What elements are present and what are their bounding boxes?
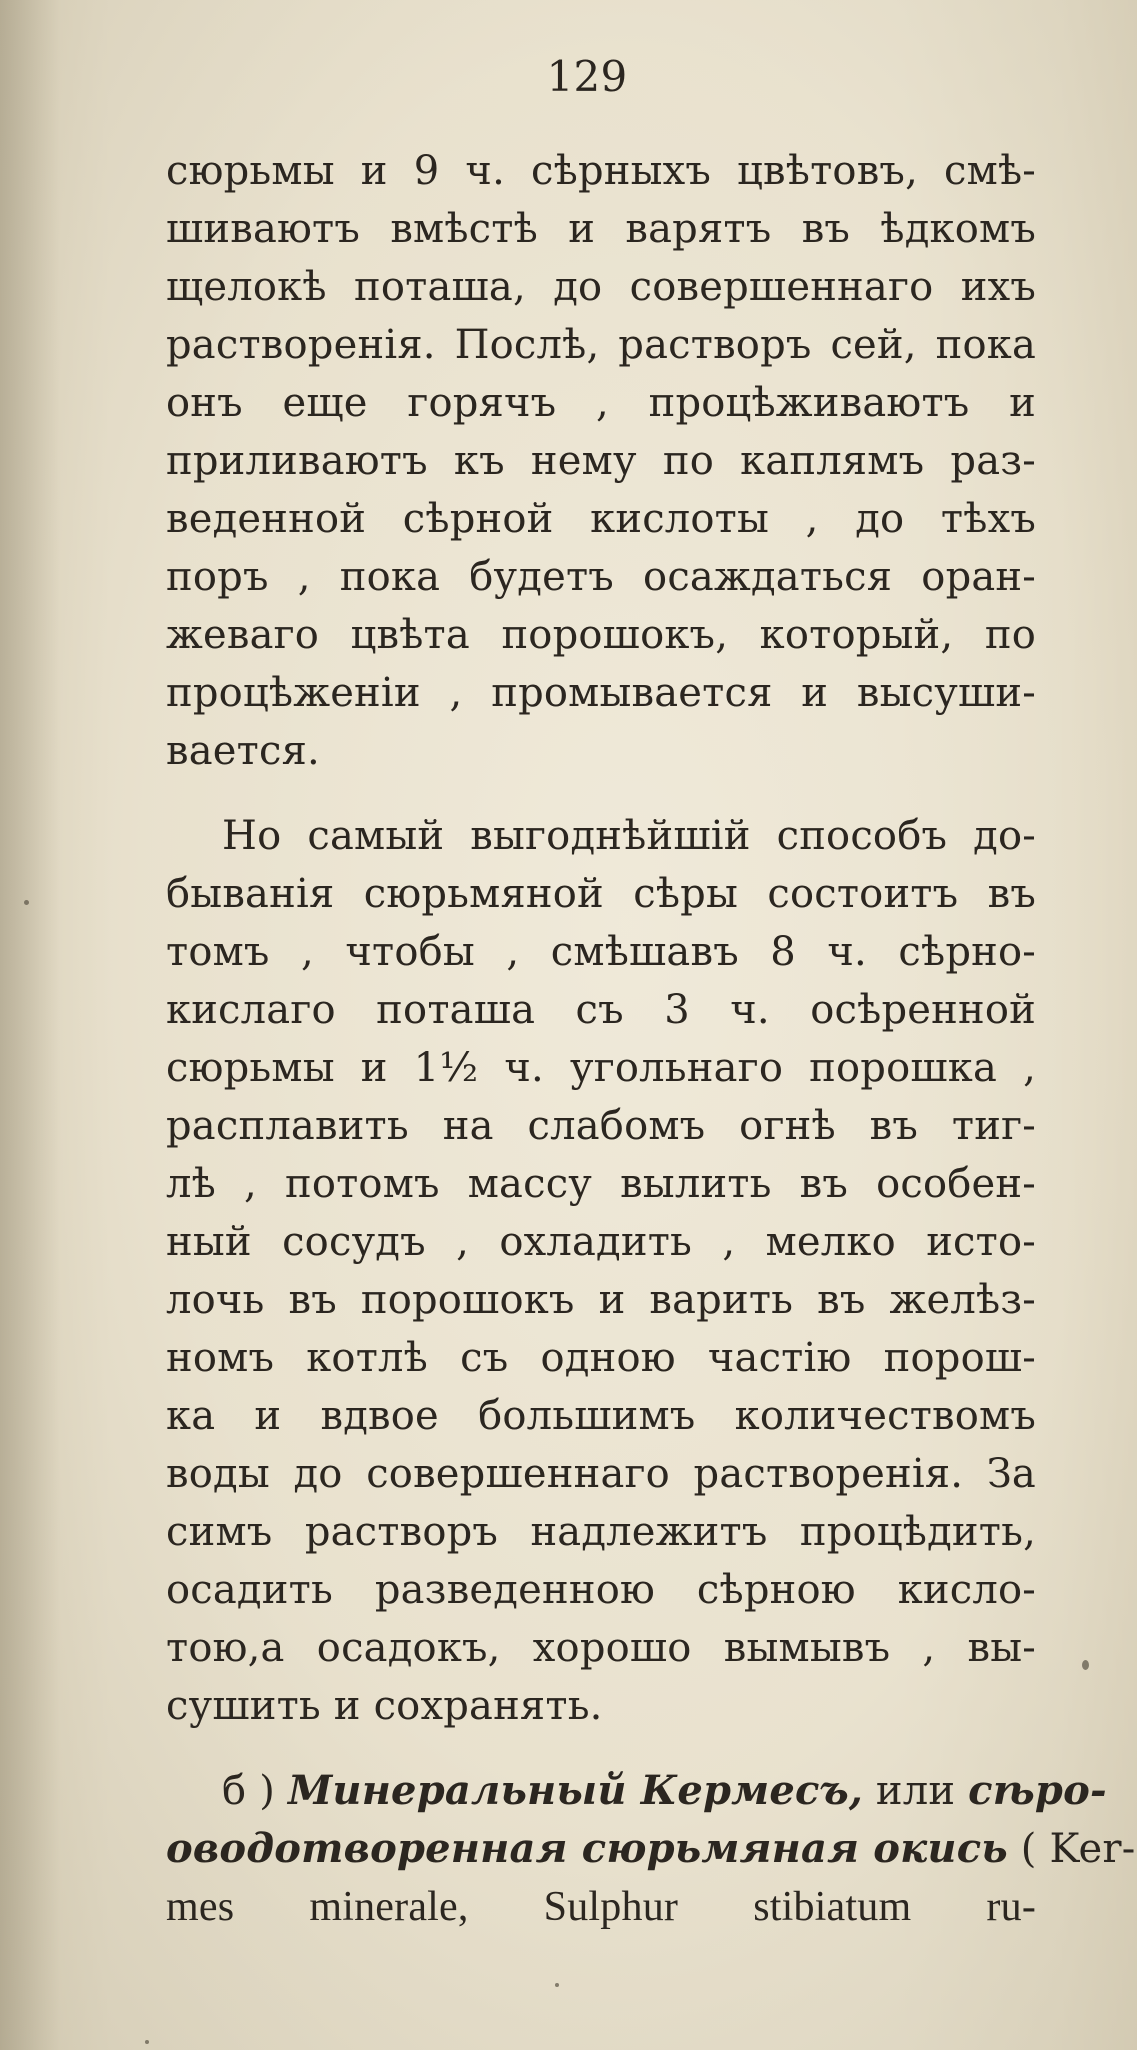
section-title: Минеральный Кермесъ, [287, 1767, 863, 1814]
text-line: осадить разведенною сѣрною кисло- [166, 1567, 1036, 1613]
text-line: жеваго цвѣта порошокъ, который, по [166, 612, 1036, 658]
text-line: Но самый выгоднѣйшій способъ до- [222, 813, 1036, 859]
text-line: тою,а осадокъ, хорошо вымывъ , вы- [166, 1625, 1036, 1671]
text-line: поръ , пока будетъ осаждаться оран- [166, 554, 1036, 600]
text-line: лочь въ порошокъ и варить въ желѣз- [166, 1277, 1036, 1323]
section-connector: или [875, 1768, 956, 1814]
text-line: лѣ , потомъ массу вылить въ особен- [166, 1161, 1036, 1207]
speck [24, 900, 29, 905]
text-line: кислаго поташа съ 3 ч. осѣренной [166, 987, 1036, 1033]
latin-name-line: mes minerale, Sulphur stibiatum ru- [166, 1884, 1036, 1930]
text-line: номъ котлѣ съ одною частію порош- [166, 1335, 1036, 1381]
speck [555, 1983, 559, 1987]
text-line: расплавить на слабомъ огнѣ въ тиг- [166, 1103, 1036, 1149]
text-line: веденной сѣрной кислоты , до тѣхъ [166, 496, 1036, 542]
section-heading-line [166, 1821, 1136, 1877]
page-number: 129 [546, 52, 628, 101]
section-label: б ) [222, 1768, 276, 1814]
text-line: бывaнія сюрьмяной сѣры состоитъ въ [166, 871, 1036, 917]
text-line: процѣженіи , промывается и высуши- [166, 670, 1036, 716]
text-line: сушить и сохранять. [166, 1683, 603, 1729]
text-line: ный сосудъ , охладить , мелко исто- [166, 1219, 1036, 1265]
text-line: растворенія. Послѣ, растворъ сей, пока [166, 322, 1036, 368]
text-line: вается. [166, 728, 320, 774]
text-line: томъ , чтобы , смѣшавъ 8 ч. сѣрно- [166, 929, 1036, 975]
section-heading-line [166, 1763, 1107, 1819]
text-line: воды до совершеннаго растворенія. За [166, 1451, 1036, 1497]
text-line: приливаютъ къ нему по каплямъ раз- [166, 438, 1036, 484]
text-line: ка и вдвое большимъ количествомъ [166, 1393, 1036, 1439]
speck [145, 2040, 149, 2044]
text-line: симъ растворъ надлежитъ процѣдить, [166, 1509, 1036, 1555]
speck [1082, 1660, 1089, 1670]
text-line: шиваютъ вмѣстѣ и варятъ въ ѣдкомъ [166, 206, 1036, 252]
section-latin-open: ( Ker- [1020, 1826, 1136, 1872]
section-subtitle-cont: оводотворенная сюрьмяная окись [166, 1825, 1008, 1872]
text-line: сюрьмы и 9 ч. сѣрныхъ цвѣтовъ, смѣ- [166, 148, 1036, 194]
spine-shadow [0, 0, 60, 2050]
text-line: щелокѣ поташа, до совершеннаго ихъ [166, 264, 1036, 310]
text-line: онъ еще горячъ , процѣживаютъ и [166, 380, 1036, 426]
section-subtitle: сѣро- [968, 1767, 1107, 1814]
text-line: сюрьмы и 1½ ч. угольнаго порошка , [166, 1045, 1036, 1091]
